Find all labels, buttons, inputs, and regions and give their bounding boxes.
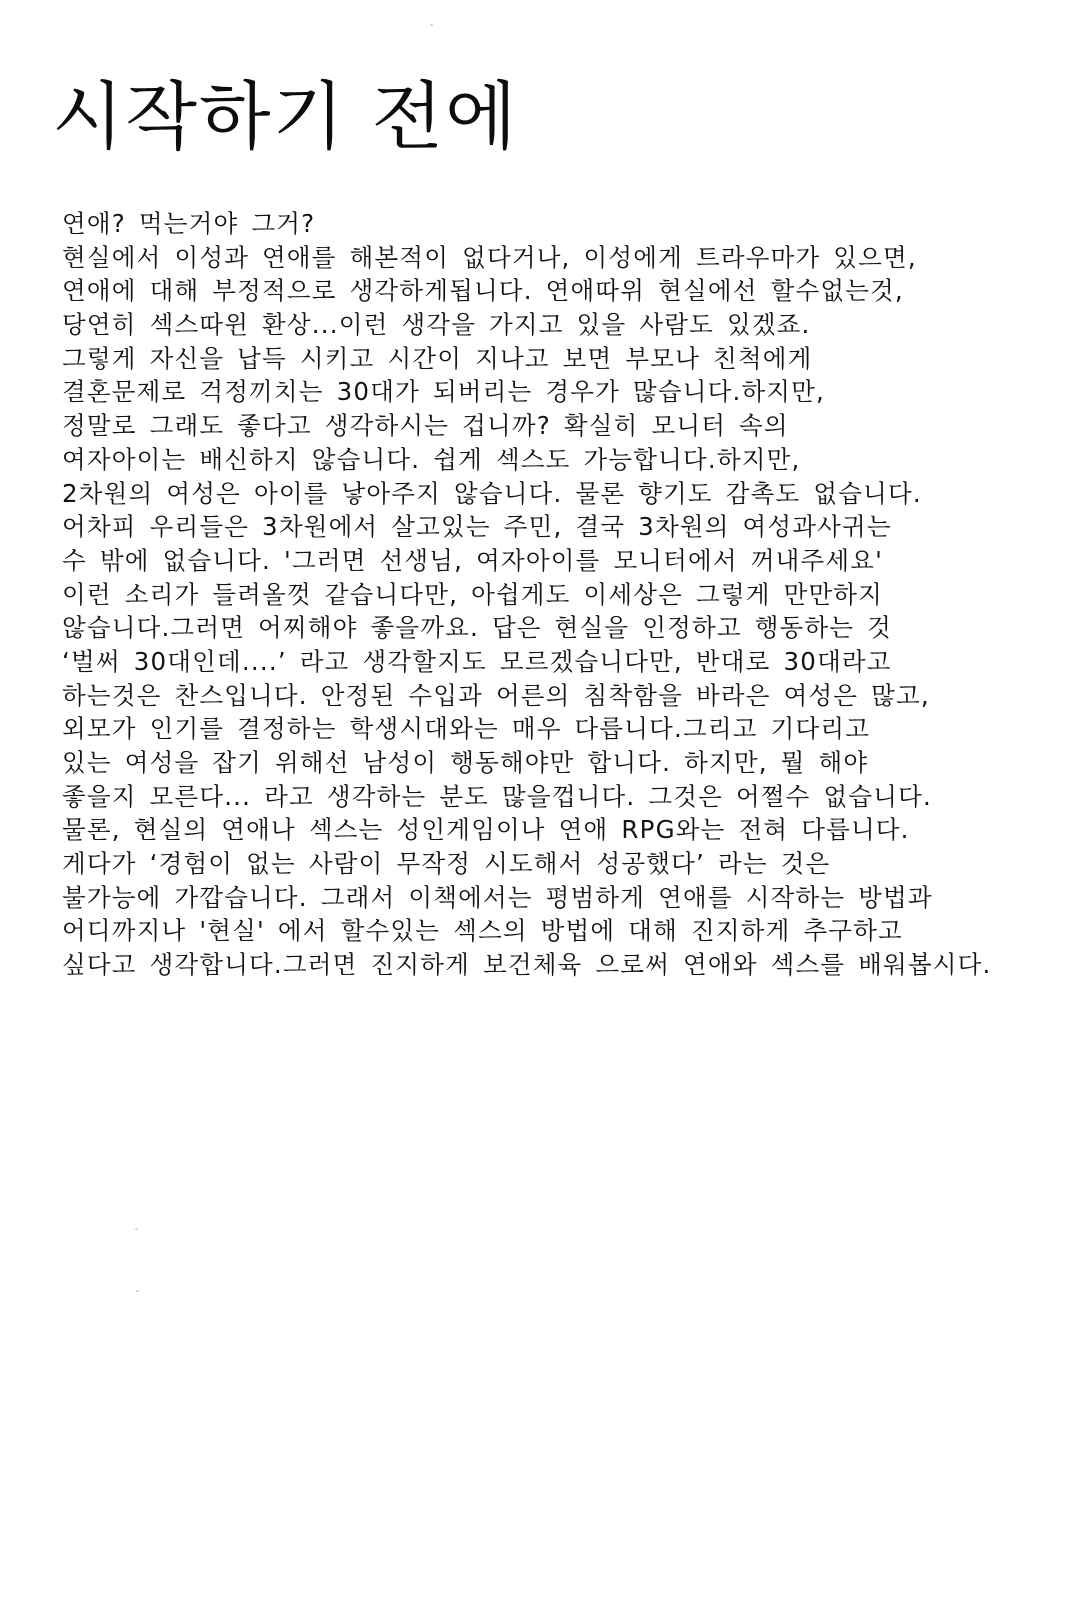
- text-line: 하는것은 찬스입니다. 안정된 수입과 어른의 침착함을 바라은 여성은 많고,: [62, 680, 930, 710]
- text-line: 불가능에 가깝습니다. 그래서 이책에서는 평범하게 연애를 시작하는 방법과: [62, 882, 933, 912]
- text-line: 당연히 섹스따윈 환상...이런 생각을 가지고 있을 사람도 있겠죠.: [62, 310, 811, 340]
- text-line: 여자아이는 배신하지 않습니다. 쉽게 섹스도 가능합니다.하지만,: [62, 444, 801, 474]
- paper-speck: [136, 1290, 139, 1292]
- text-line: ‘벌써 30대인데....’ 라고 생각할지도 모르겠습니다만, 반대로 30대라고: [62, 646, 892, 676]
- text-line: 정말로 그래도 좋다고 생각하시는 겁니까? 확실히 모니터 속의: [62, 411, 789, 441]
- text-line: 있는 여성을 잡기 위해선 남성이 행동해야만 합니다. 하지만, 뭘 해야: [62, 748, 869, 777]
- page-title: 시작하기 전에: [52, 74, 519, 160]
- text-line: 2차원의 여성은 아이를 낳아주지 않습니다. 물론 향기도 감촉도 없습니다.: [62, 478, 922, 508]
- text-line: 않습니다.그러면 어찌해야 좋을까요. 답은 현실을 인정하고 행동하는 것: [62, 613, 893, 643]
- text-line: 외모가 인기를 결정하는 학생시대와는 매우 다릅니다.그리고 기다리고: [62, 714, 871, 744]
- text-line: 결혼문제로 걱정끼치는 30대가 되버리는 경우가 많습니다.하지만,: [62, 377, 826, 407]
- paper-speck: [430, 24, 433, 26]
- text-line: 좋을지 모른다... 라고 생각하는 분도 많을껍니다. 그것은 어쩔수 없습니다.: [62, 781, 932, 811]
- text-line: 수 밖에 없습니다. '그러면 선생님, 여자아이를 모니터에서 꺼내주세요': [62, 545, 884, 575]
- body-text: [62, 207, 1062, 982]
- paper-speck: [135, 1228, 138, 1230]
- text-line: 어차피 우리들은 3차원에서 살고있는 주민, 결국 3차원의 여성과사귀는: [62, 512, 892, 542]
- text-line: 어디까지나 '현실' 에서 할수있는 섹스의 방법에 대해 진지하게 추구하고: [62, 916, 903, 946]
- text-line: 연애? 먹는거야 그거?: [62, 209, 316, 238]
- text-line: 게다가 ‘경험이 없는 사람이 무작정 시도해서 성공했다’ 라는 것은: [62, 849, 831, 879]
- text-line: 물론, 현실의 연애나 섹스는 성인게임이나 연애 RPG와는 전혀 다릅니다.: [62, 815, 910, 845]
- text-line: 이런 소리가 들려올껏 같습니다만, 아쉽게도 이세상은 그렇게 만만하지: [62, 579, 884, 609]
- text-line: 연애에 대해 부정적으로 생각하게됩니다. 연애따위 현실에선 할수없는것,: [62, 276, 904, 306]
- text-line: 그렇게 자신을 납득 시키고 시간이 지나고 보면 부모나 친척에게: [62, 343, 813, 373]
- text-line: 현실에서 이성과 연애를 해본적이 없다거나, 이성에게 트라우마가 있으면,: [62, 242, 917, 272]
- text-line: 싶다고 생각합니다.그러면 진지하게 보건체육 으로써 연애와 섹스를 배워봅시다.: [62, 950, 992, 980]
